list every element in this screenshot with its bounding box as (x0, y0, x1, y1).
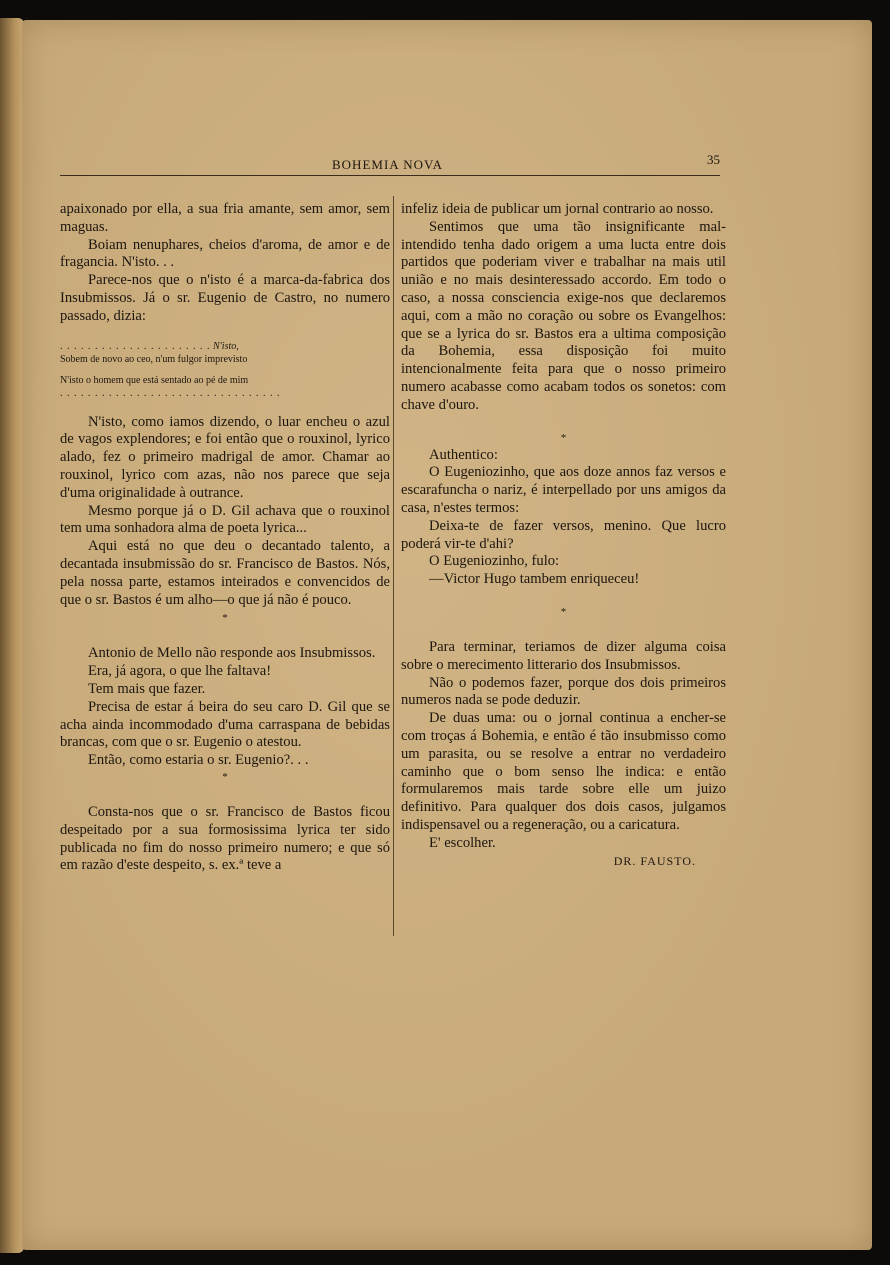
paragraph: Deixa-te de fazer versos, menino. Que lucro poderá vir-te d'ahi? (401, 517, 726, 552)
paragraph: Parece-nos que o n'isto é a marca-da-fabrica dos Insubmissos. Já o sr. Eugenio de Castro, no numero passado, dizia: (60, 272, 390, 324)
paragraph: —Victor Hugo tambem enriqueceu! (429, 571, 640, 588)
quote-line: N'isto o homem que está sentado ao pé de mim (60, 374, 249, 386)
paragraph: Então, como estaria o sr. Eugenio?. . . (88, 752, 309, 769)
paragraph: Aqui está no que deu o decantado talento, a decantada insubmissão do sr. Francisco de Bastos. Nós, pela nossa parte, estamos inteirados e convencidos de que o sr. Bastos é um alho—o que já não é pouco. (60, 538, 390, 608)
paragraph: Boiam nenuphares, cheios d'aroma, de amor e de fragancia. N'isto. . . (60, 236, 390, 271)
paragraph: Mesmo porque já o D. Gil achava que o rouxinol tem uma sonhadora alma de poeta lyrica... (60, 502, 390, 537)
book-spine (0, 18, 24, 1253)
ellipsis-dots: . . . . . . . . . . . . . . . . . . . . . . (60, 340, 211, 352)
page-number: 35 (707, 152, 720, 167)
paragraph: N'isto, como iamos dizendo, o luar encheu o azul de vagos explendores; e foi então que o rouxinol, lyrico alado, fez o primeiro madrigal de amor. Chamar ao rouxinol, lyrico com azas, não nos parece que seja d'uma originalidade à outrance. (60, 413, 390, 501)
verse-quotation (60, 340, 390, 400)
ellipsis-dots: . . . . . . . . . . . . . . . . . . . . . . . . . . . . . . . . (60, 387, 281, 399)
section-asterisk: * (560, 605, 567, 618)
paragraph: De duas uma: ou o jornal continua a encher-se com troças á Bohemia, e então é tão insubmisso como um parasita, ou se resolve a entrar no verdadeiro caminho que o bom senso lhe indica: e então formularemos mais tarde sobre elle um juizo definitivo. Para qualquer dos dois casos, julgamos indispensavel ou a regeneração, ou a caricatura. (401, 710, 726, 833)
running-header (60, 151, 720, 177)
paragraph: infeliz ideia de publicar um jornal contrario ao nosso. (401, 201, 714, 217)
column-divider (393, 196, 394, 936)
paragraph: apaixonado por ella, a sua fria amante, sem amor, sem maguas. (60, 201, 390, 235)
paragraph: Consta-nos que o sr. Francisco de Bastos ficou despeitado por a sua formosissima lyrica ter sido publicada no fim do nosso primeiro numero; e que só em razão d'este despeito, s. ex.ª teve a (60, 803, 390, 874)
header-rule (60, 175, 720, 176)
section-asterisk: * (560, 431, 567, 444)
journal-title: BOHEMIA NOVA (332, 157, 444, 172)
right-column (401, 201, 726, 870)
paragraph: Precisa de estar á beira do seu caro D. Gil que se acha ainda incommodado d'uma carraspana de bebidas brancas, com que o sr. Eugenio o atestou. (60, 698, 390, 751)
paragraph: O Eugeniozinho, fulo: (429, 553, 560, 570)
paragraph: Era, já agora, o que lhe faltava! (88, 663, 272, 680)
paragraph: E' escolher. (429, 834, 496, 851)
quote-line: Sobem de novo ao ceo, n'um fulgor imprevisto (60, 353, 248, 365)
section-asterisk: * (222, 612, 228, 625)
paragraph: Para terminar, teriamos de dizer alguma coisa sobre o merecimento litterario dos Insubmissos. (401, 638, 726, 673)
paragraph: Tem mais que fazer. (88, 680, 206, 697)
paragraph: O Eugeniozinho, que aos doze annos faz versos e escarafuncha o nariz, é interpellado por uns amigos da casa, n'estes termos: (401, 464, 726, 516)
quote-word: N'isto, (213, 340, 239, 352)
section-asterisk: * (222, 770, 228, 783)
paragraph: Sentimos que uma tão insignificante mal-intendido tenha dado origem a uma lucta entre dois partidos que poderiam viver e trabalhar na mais util união e no mais desinteressado accordo. Em todo o caso, a nossa consciencia exige-nos que declaremos aqui, com a mão no coração ou sobre os Evangelhos: que se a lyrica do sr. Bastos era a ultima composição da Bohemia, essa disposição foi muito intencionalmente feita para que o nosso primeiro numero acabasse como acabam todos os sonetos: com chave d'ouro. (401, 218, 726, 413)
left-column (60, 201, 390, 875)
paragraph: Antonio de Mello não responde aos Insubmissos. (88, 645, 376, 662)
paragraph: Authentico: (429, 446, 498, 463)
paragraph: Não o podemos fazer, porque dos dois primeiros numeros nada se pode deduzir. (401, 674, 726, 709)
author-signature: DR. FAUSTO. (613, 853, 696, 868)
